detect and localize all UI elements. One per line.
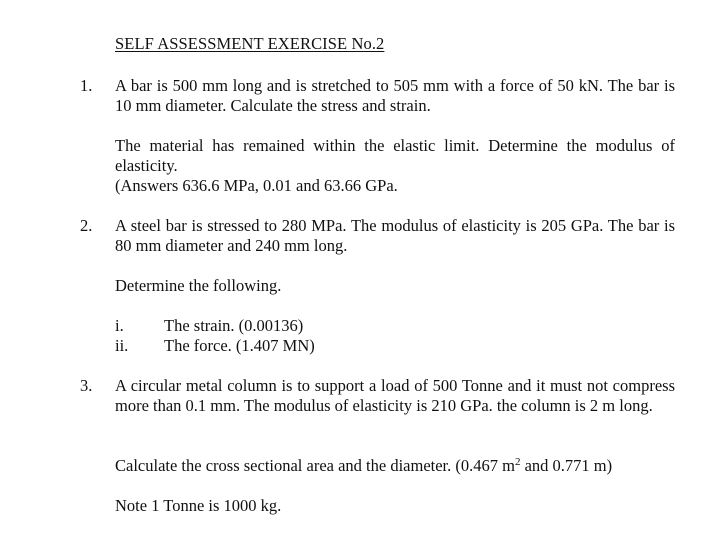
subitem-text: The force. (1.407 MN) [164, 336, 315, 355]
calc-superscript: 2 [514, 456, 521, 468]
exercise-title: SELF ASSESSMENT EXERCISE No.2 [115, 34, 385, 53]
question-3-note: Note 1 Tonne is 1000 kg. [115, 496, 282, 515]
question-1-answers: (Answers 636.6 MPa, 0.01 and 63.66 GPa. [115, 176, 398, 195]
question-3-calculation [115, 456, 612, 476]
question-2-instruction: Determine the following. [115, 276, 282, 295]
question-1-number: 1. [80, 76, 93, 95]
calc-text-after: and 0.771 m) [520, 456, 613, 475]
question-2-text: A steel bar is stressed to 280 MPa. The modulus of elasticity is 205 GPa. The bar is 80 mm diameter and 240 mm long. [115, 216, 675, 255]
question-2-number: 2. [80, 216, 93, 235]
subitem-numeral: i. [115, 316, 124, 335]
subitem-numeral: ii. [115, 336, 129, 355]
question-3-text: A circular metal column is to support a load of 500 Tonne and it must not compress more than 0.1 mm. The modulus of elasticity is 210 GPa. the column is 2 m long. [115, 376, 675, 415]
question-1-text: A bar is 500 mm long and is stretched to 505 mm with a force of 50 kN. The bar is 10 mm diameter. Calculate the stress and strain. [115, 76, 675, 115]
question-3-number: 3. [80, 376, 93, 395]
question-1-followup: The material has remained within the elastic limit. Determine the modulus of elasticity. [115, 136, 675, 175]
subitem-text: The strain. (0.00136) [164, 316, 304, 335]
calc-text-before: Calculate the cross sectional area and the diameter. (0.467 m [115, 456, 515, 475]
